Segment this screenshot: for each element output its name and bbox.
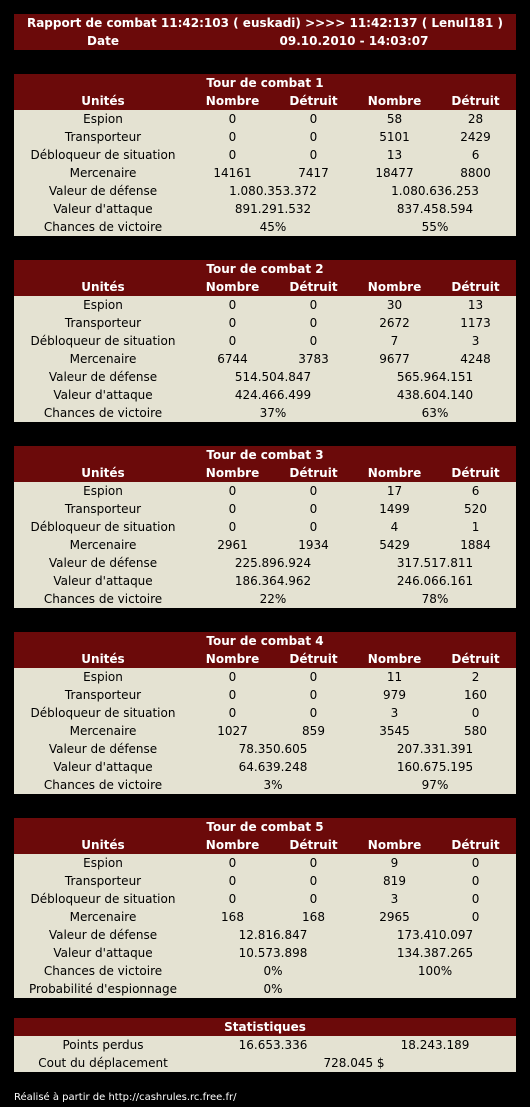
unit-value: 3545 [354,722,435,740]
unit-name: Mercenaire [14,908,192,926]
unit-value: 6 [435,146,516,164]
unit-value: 1173 [435,314,516,332]
column-header: Nombre [354,278,435,296]
unit-name: Débloqueur de situation [14,890,192,908]
unit-value: 0 [273,482,354,500]
column-header: Nombre [354,650,435,668]
column-header-row [14,278,516,296]
unit-value: 0 [192,668,273,686]
summary-label: Chances de victoire [14,776,192,794]
unit-value: 4 [354,518,435,536]
column-header: Nombre [192,92,273,110]
unit-name: Espion [14,296,192,314]
unit-value: 859 [273,722,354,740]
column-header: Nombre [354,464,435,482]
unit-value: 7417 [273,164,354,182]
round-title: Tour de combat 1 [206,76,324,90]
unit-value: 2 [435,668,516,686]
travel-cost-value: 728.045 $ [192,1054,516,1072]
summary-row [14,572,516,590]
summary-defender-value [354,980,516,998]
unit-value: 168 [192,908,273,926]
unit-value: 0 [192,890,273,908]
unit-value: 0 [435,872,516,890]
unit-row [14,128,516,146]
summary-row [14,980,516,998]
summary-defender-value: 55% [354,218,516,236]
unit-name: Transporteur [14,314,192,332]
summary-label: Valeur de défense [14,182,192,200]
unit-row [14,908,516,926]
summary-label: Chances de victoire [14,962,192,980]
unit-row [14,482,516,500]
column-header: Détruit [273,836,354,854]
round-title: Tour de combat 5 [206,820,324,834]
unit-value: 0 [435,704,516,722]
summary-defender-value: 160.675.195 [354,758,516,776]
summary-attacker-value: 186.364.962 [192,572,354,590]
date-value: 09.10.2010 - 14:03:07 [192,32,516,50]
summary-row [14,944,516,962]
column-header: Nombre [192,464,273,482]
unit-row [14,704,516,722]
unit-value: 0 [192,854,273,872]
unit-value: 13 [435,296,516,314]
unit-name: Mercenaire [14,350,192,368]
summary-row [14,926,516,944]
unit-row [14,314,516,332]
report-title-row [14,14,516,32]
summary-defender-value: 1.080.636.253 [354,182,516,200]
unit-value: 0 [192,704,273,722]
summary-label: Valeur de défense [14,926,192,944]
combat-round-1 [14,74,516,236]
summary-defender-value: 246.066.161 [354,572,516,590]
summary-attacker-value: 64.639.248 [192,758,354,776]
unit-value: 0 [273,704,354,722]
date-label: Date [14,32,192,50]
statistics-table [14,1018,516,1072]
unit-row [14,164,516,182]
unit-value: 0 [192,128,273,146]
combat-round-5 [14,818,516,998]
unit-value: 0 [192,518,273,536]
points-lost-label: Points perdus [14,1036,192,1054]
summary-label: Valeur de défense [14,368,192,386]
summary-label: Valeur d'attaque [14,944,192,962]
summary-defender-value: 63% [354,404,516,422]
round-title-row [14,446,516,464]
summary-label: Valeur d'attaque [14,572,192,590]
unit-value: 0 [273,872,354,890]
unit-value: 30 [354,296,435,314]
summary-row [14,590,516,608]
unit-value: 9677 [354,350,435,368]
summary-defender-value: 837.458.594 [354,200,516,218]
unit-row [14,890,516,908]
unit-row [14,110,516,128]
unit-name: Débloqueur de situation [14,704,192,722]
summary-attacker-value: 1.080.353.372 [192,182,354,200]
summary-row [14,182,516,200]
column-header-row [14,650,516,668]
column-header: Détruit [273,464,354,482]
column-header: Unités [14,464,192,482]
summary-attacker-value: 891.291.532 [192,200,354,218]
column-header: Nombre [192,278,273,296]
summary-attacker-value: 37% [192,404,354,422]
summary-row [14,200,516,218]
summary-label: Valeur d'attaque [14,386,192,404]
unit-value: 1884 [435,536,516,554]
summary-row [14,218,516,236]
column-header: Unités [14,650,192,668]
round-title-row [14,818,516,836]
round-title-row [14,260,516,278]
unit-name: Mercenaire [14,164,192,182]
unit-row [14,332,516,350]
unit-value: 28 [435,110,516,128]
travel-cost-row [14,1054,516,1072]
round-title: Tour de combat 2 [206,262,324,276]
unit-value: 0 [273,110,354,128]
unit-value: 2961 [192,536,273,554]
unit-value: 0 [273,128,354,146]
points-lost-row [14,1036,516,1054]
round-title: Tour de combat 4 [206,634,324,648]
summary-attacker-value: 225.896.924 [192,554,354,572]
unit-name: Débloqueur de situation [14,332,192,350]
unit-value: 6744 [192,350,273,368]
unit-value: 0 [273,518,354,536]
unit-value: 4248 [435,350,516,368]
unit-value: 0 [273,686,354,704]
unit-name: Débloqueur de situation [14,146,192,164]
summary-attacker-value: 12.816.847 [192,926,354,944]
unit-value: 58 [354,110,435,128]
unit-value: 1934 [273,536,354,554]
unit-value: 0 [273,296,354,314]
unit-value: 17 [354,482,435,500]
unit-value: 2965 [354,908,435,926]
column-header: Détruit [435,464,516,482]
unit-value: 0 [192,686,273,704]
summary-defender-value: 100% [354,962,516,980]
unit-value: 0 [273,854,354,872]
unit-value: 1 [435,518,516,536]
column-header-row [14,92,516,110]
unit-value: 1027 [192,722,273,740]
column-header: Unités [14,836,192,854]
unit-value: 0 [273,890,354,908]
unit-value: 1499 [354,500,435,518]
unit-value: 3 [435,332,516,350]
summary-attacker-value: 514.504.847 [192,368,354,386]
summary-attacker-value: 0% [192,980,354,998]
report-header [14,14,516,50]
summary-defender-value: 317.517.811 [354,554,516,572]
column-header: Détruit [435,836,516,854]
summary-label: Chances de victoire [14,218,192,236]
unit-value: 11 [354,668,435,686]
statistics-title-row [14,1018,516,1036]
unit-name: Transporteur [14,500,192,518]
unit-value: 0 [192,146,273,164]
summary-label: Chances de victoire [14,404,192,422]
unit-value: 8800 [435,164,516,182]
column-header: Détruit [273,92,354,110]
unit-row [14,686,516,704]
summary-attacker-value: 10.573.898 [192,944,354,962]
summary-defender-value: 134.387.265 [354,944,516,962]
summary-defender-value: 173.410.097 [354,926,516,944]
summary-label: Probabilité d'espionnage [14,980,192,998]
unit-row [14,536,516,554]
points-lost-attacker: 16.653.336 [192,1036,354,1054]
statistics-title: Statistiques [224,1020,306,1034]
summary-attacker-value: 424.466.499 [192,386,354,404]
unit-value: 979 [354,686,435,704]
summary-attacker-value: 22% [192,590,354,608]
unit-value: 3 [354,704,435,722]
column-header-row [14,836,516,854]
unit-value: 3783 [273,350,354,368]
unit-value: 0 [192,314,273,332]
unit-value: 160 [435,686,516,704]
unit-value: 2672 [354,314,435,332]
column-header: Détruit [435,92,516,110]
column-header: Détruit [435,650,516,668]
summary-attacker-value: 0% [192,962,354,980]
summary-label: Valeur de défense [14,740,192,758]
unit-row [14,668,516,686]
summary-label: Valeur d'attaque [14,758,192,776]
summary-row [14,740,516,758]
column-header: Détruit [273,650,354,668]
unit-value: 0 [273,314,354,332]
unit-value: 0 [273,668,354,686]
unit-row [14,146,516,164]
unit-value: 13 [354,146,435,164]
unit-value: 2429 [435,128,516,146]
unit-name: Espion [14,854,192,872]
summary-label: Valeur de défense [14,554,192,572]
unit-row [14,722,516,740]
column-header: Nombre [192,836,273,854]
unit-name: Transporteur [14,686,192,704]
column-header: Unités [14,278,192,296]
unit-value: 520 [435,500,516,518]
summary-row [14,368,516,386]
summary-defender-value: 207.331.391 [354,740,516,758]
footer-credit: Réalisé à partir de http://cashrules.rc.free.fr/ [14,1092,237,1103]
unit-name: Transporteur [14,872,192,890]
column-header: Nombre [354,92,435,110]
column-header: Détruit [273,278,354,296]
summary-label: Valeur d'attaque [14,200,192,218]
summary-defender-value: 438.604.140 [354,386,516,404]
report-title: Rapport de combat 11:42:103 ( euskadi) >>>> 11:42:137 ( Lenul181 ) [14,14,516,32]
travel-cost-label: Cout du déplacement [14,1054,192,1072]
unit-name: Mercenaire [14,722,192,740]
unit-value: 0 [192,500,273,518]
summary-row [14,554,516,572]
unit-name: Espion [14,668,192,686]
combat-round-2 [14,260,516,422]
unit-value: 18477 [354,164,435,182]
unit-row [14,350,516,368]
unit-value: 0 [192,296,273,314]
unit-value: 0 [273,146,354,164]
unit-value: 0 [435,890,516,908]
summary-attacker-value: 45% [192,218,354,236]
unit-value: 0 [435,854,516,872]
summary-label: Chances de victoire [14,590,192,608]
unit-value: 3 [354,890,435,908]
summary-attacker-value: 78.350.605 [192,740,354,758]
unit-row [14,872,516,890]
unit-value: 0 [192,872,273,890]
unit-name: Transporteur [14,128,192,146]
unit-value: 168 [273,908,354,926]
unit-name: Espion [14,110,192,128]
report-date-row [14,32,516,50]
unit-value: 580 [435,722,516,740]
unit-row [14,854,516,872]
unit-value: 14161 [192,164,273,182]
column-header-row [14,464,516,482]
unit-value: 5429 [354,536,435,554]
unit-value: 0 [273,332,354,350]
unit-value: 7 [354,332,435,350]
column-header: Unités [14,92,192,110]
round-title: Tour de combat 3 [206,448,324,462]
unit-value: 0 [435,908,516,926]
round-title-row [14,632,516,650]
column-header: Nombre [354,836,435,854]
summary-attacker-value: 3% [192,776,354,794]
column-header: Nombre [192,650,273,668]
unit-row [14,500,516,518]
unit-row [14,296,516,314]
combat-round-3 [14,446,516,608]
unit-value: 5101 [354,128,435,146]
unit-name: Espion [14,482,192,500]
unit-name: Mercenaire [14,536,192,554]
unit-value: 6 [435,482,516,500]
summary-row [14,386,516,404]
unit-value: 819 [354,872,435,890]
unit-name: Débloqueur de situation [14,518,192,536]
combat-round-4 [14,632,516,794]
column-header: Détruit [435,278,516,296]
summary-row [14,758,516,776]
unit-value: 9 [354,854,435,872]
points-lost-defender: 18.243.189 [354,1036,516,1054]
summary-row [14,776,516,794]
summary-defender-value: 565.964.151 [354,368,516,386]
unit-value: 0 [192,110,273,128]
unit-value: 0 [192,482,273,500]
summary-defender-value: 97% [354,776,516,794]
unit-value: 0 [273,500,354,518]
summary-row [14,962,516,980]
unit-value: 0 [192,332,273,350]
summary-defender-value: 78% [354,590,516,608]
unit-row [14,518,516,536]
summary-row [14,404,516,422]
round-title-row [14,74,516,92]
